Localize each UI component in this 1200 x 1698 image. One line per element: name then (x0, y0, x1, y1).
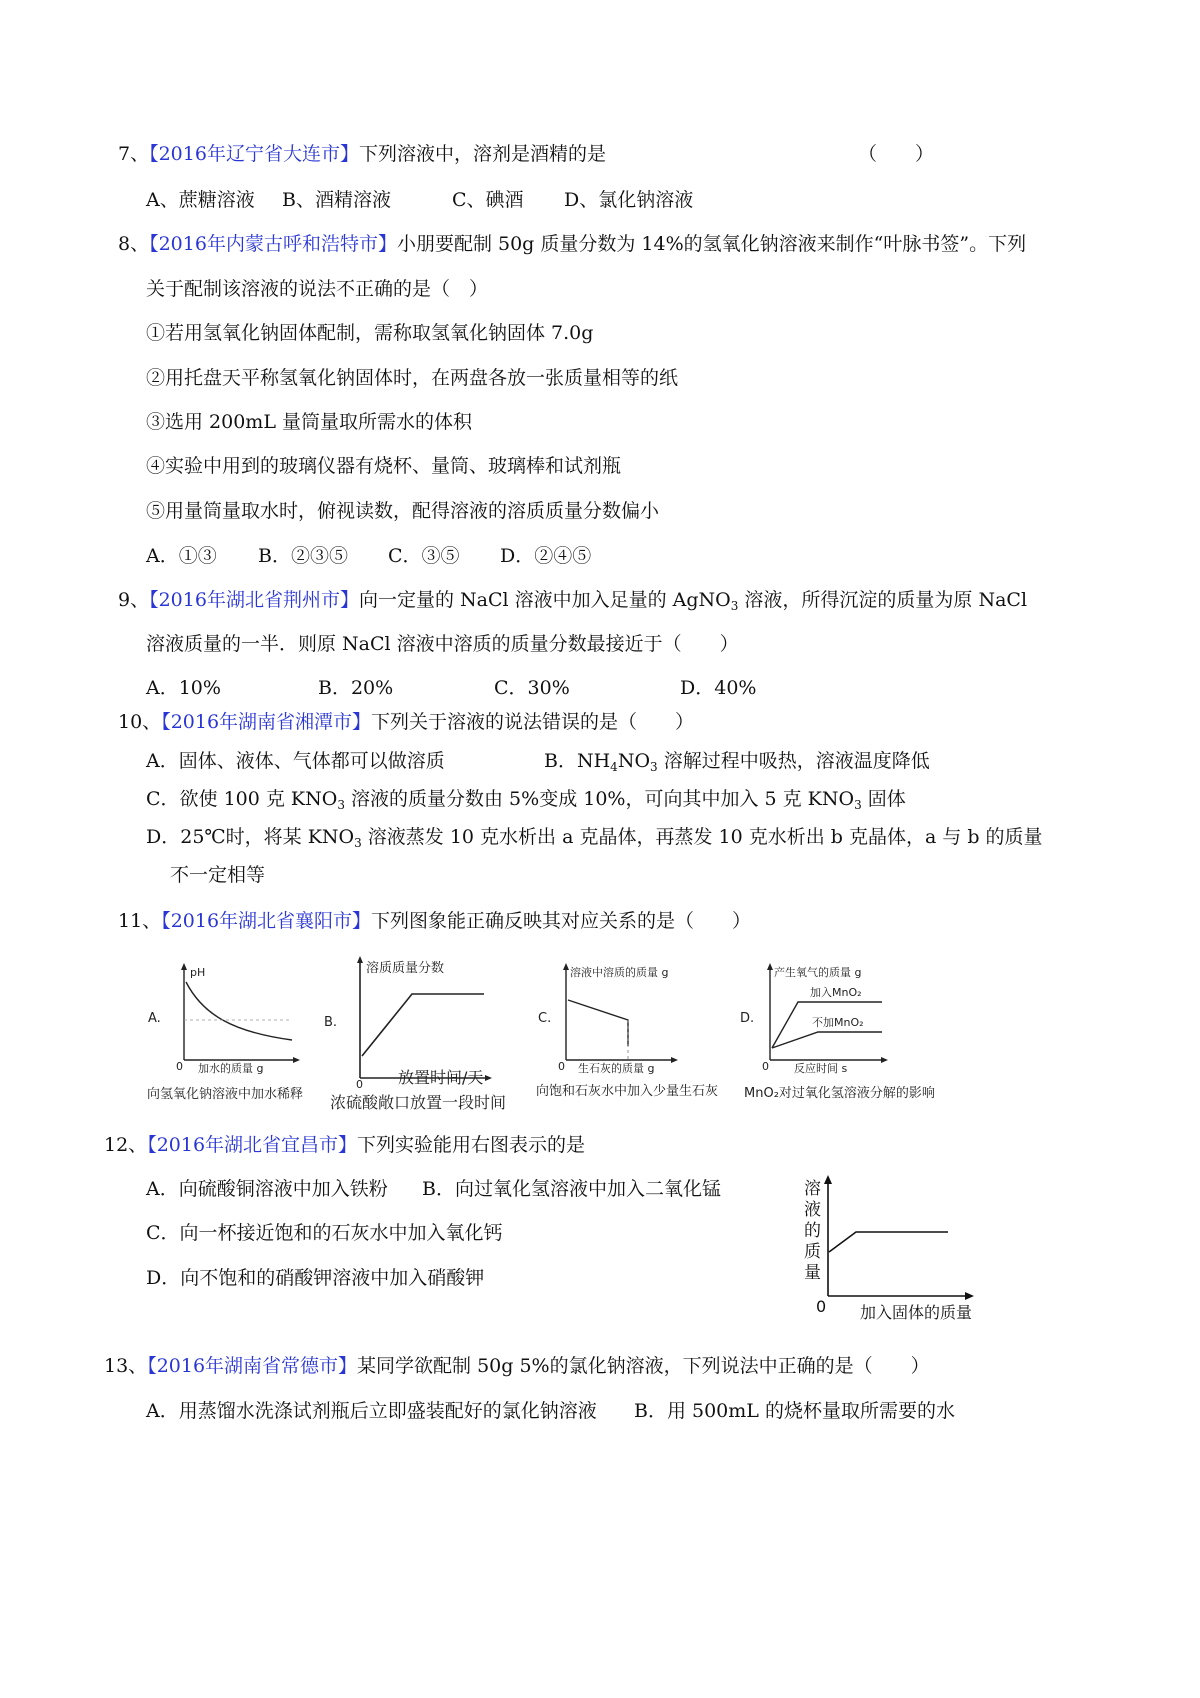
option-c: C．③⑤ (388, 545, 460, 567)
option-d: D．②④⑤ (500, 545, 592, 567)
option-d: D、氯化钠溶液 (564, 189, 694, 211)
graph-letter: C. (538, 1011, 552, 1026)
option-b: B．20% (318, 677, 394, 699)
origin: 0 (356, 1078, 363, 1091)
origin: 0 (176, 1060, 183, 1073)
y-label: 溶质质量分数 (366, 961, 445, 976)
answer-paren: （ ） (858, 143, 935, 165)
question-number: 7、 (118, 143, 150, 165)
curve (568, 1000, 628, 1046)
graph-c (536, 960, 686, 1075)
option-b: B．用 500mL 的烧杯量取所需要的水 (634, 1400, 955, 1422)
graph-letter: D. (740, 1011, 755, 1026)
question-10 (118, 709, 694, 735)
y-label: 溶液中溶质的质量 g (570, 966, 669, 979)
y-label: pH (190, 966, 206, 979)
question-stem-line2: 溶液质量的一半．则原 NaCl 溶液中溶质的质量分数最接近于（ ） (146, 633, 739, 655)
y-label: 产生氧气的质量 g (774, 966, 862, 979)
question-13 (104, 1353, 930, 1379)
question-number: 9、 (118, 589, 150, 611)
line-without-mno2 (772, 1032, 882, 1048)
y-label-char: 溶 (804, 1179, 821, 1199)
origin: 0 (762, 1060, 769, 1073)
statement-3: ③选用 200mL 量筒量取所需水的体积 (146, 411, 472, 433)
option-d-line2: 不一定相等 (170, 864, 266, 886)
question-source: 【2016年湖北省襄阳市】 (161, 910, 372, 932)
curve (829, 1232, 948, 1252)
subscript: 3 (730, 599, 739, 613)
graph-d (740, 960, 900, 1075)
question-stem-line2: 关于配制该溶液的说法不正确的是（ ） (146, 278, 489, 300)
origin: 0 (558, 1060, 565, 1073)
question-number: 13、 (104, 1355, 148, 1377)
question-12 (104, 1132, 585, 1158)
question-source: 【2016年湖北省宜昌市】 (147, 1134, 358, 1156)
option-c: C．向一杯接近饱和的石灰水中加入氧化钙 (146, 1222, 503, 1244)
line-label-2: 不加MnO₂ (812, 1016, 864, 1029)
question-stem: 下列溶液中，溶剂是酒精的是 (358, 143, 606, 165)
question-stem: 下列关于溶液的说法错误的是（ ） (371, 711, 695, 733)
graph-letter: B. (324, 1015, 338, 1030)
option-c: C、碘酒 (452, 189, 524, 211)
question-13-options (146, 1398, 955, 1424)
option-b: B．②③⑤ (258, 545, 348, 567)
question-stem-cont: 溶液，所得沉淀的质量为原 NaCl (738, 589, 1028, 611)
statement-2: ②用托盘天平称氢氧化钠固体时，在两盘各放一张质量相等的纸 (146, 367, 679, 389)
question-stem: 下列图象能正确反映其对应关系的是（ ） (371, 910, 752, 932)
question-stem: 某同学欲配制 50g 5%的氯化钠溶液，下列说法中正确的是（ ） (357, 1355, 930, 1377)
y-label-char: 量 (804, 1263, 821, 1283)
question-number: 8、 (118, 233, 150, 255)
y-label-char: 液 (804, 1200, 821, 1220)
question-8-options (146, 543, 591, 569)
line-label-1: 加入MnO₂ (810, 986, 862, 999)
question-number: 12、 (104, 1134, 148, 1156)
question-source: 【2016年湖南省常德市】 (147, 1355, 358, 1377)
option-a: A．用蒸馏水洗涤试剂瓶后立即盛装配好的氯化钠溶液 (146, 1400, 597, 1422)
question-12-options-ab (146, 1176, 721, 1202)
question-8 (118, 231, 1026, 257)
option-a: A．①③ (146, 545, 217, 567)
curve (362, 994, 484, 1056)
question-stem: 小朋要配制 50g 质量分数为 14%的氢氧化钠溶液来制作“叶脉书签”。下列 (396, 233, 1027, 255)
option-c: C．欲使 100 克 $KNO_3$ 溶液的质量分数由 5%变成 10%，可向其中加入 5 克 $KNO_3$ 固体 (146, 788, 906, 812)
question-9-options (146, 675, 756, 701)
option-d: D．向不饱和的硝酸钾溶液中加入硝酸钾 (146, 1267, 485, 1289)
question-9 (118, 587, 1027, 619)
question-source: 【2016年内蒙古呼和浩特市】 (149, 233, 397, 255)
option-b: B、酒精溶液 (282, 189, 391, 211)
origin: 0 (816, 1297, 827, 1316)
statement-1: ①若用氢氧化钠固体配制，需称取氢氧化钠固体 7.0g (146, 322, 594, 344)
graph-a-caption: 向氢氧化钠溶液中加水稀释 (147, 1087, 304, 1102)
question-source: 【2016年湖北省荆州市】 (149, 589, 359, 611)
option-d: D．40% (680, 677, 757, 699)
option-a: A．固体、液体、气体都可以做溶质 (146, 750, 445, 772)
question-source: 【2016年湖南省湘潭市】 (161, 711, 372, 733)
graph-b-xlabel: 放置时间/天 (398, 1068, 484, 1087)
option-a: A．10% (146, 677, 221, 699)
graph-c-caption: 向饱和石灰水中加入少量生石灰 (536, 1084, 719, 1099)
question-7-options (146, 187, 693, 213)
question-number: 11、 (118, 910, 162, 932)
x-label: 加水的质量 g (198, 1062, 264, 1075)
x-label: 反应时间 s (794, 1062, 848, 1075)
question-stem: 向一定量的 NaCl 溶液中加入足量的 AgNO (358, 589, 731, 611)
question-stem: 下列实验能用右图表示的是 (357, 1134, 586, 1156)
option-a: A．向硫酸铜溶液中加入铁粉 (146, 1178, 388, 1200)
question-7 (118, 141, 606, 167)
curve (186, 982, 292, 1040)
y-label-char: 质 (804, 1242, 821, 1262)
graph-letter: A. (148, 1011, 161, 1026)
statement-5: ⑤用量筒量取水时，俯视读数，配得溶液的溶质质量分数偏小 (146, 500, 660, 522)
question-11 (118, 908, 751, 934)
option-b: B．$NH_4NO_3$ 溶解过程中吸热，溶液温度降低 (544, 750, 930, 774)
option-d: D．25℃时，将某 $KNO_3$ 溶液蒸发 10 克水析出 a 克晶体，再蒸发 10 克水析出 b 克晶体，a 与 b 的质量 (146, 826, 1043, 850)
question-source: 【2016年辽宁省大连市】 (149, 143, 359, 165)
y-label-char: 的 (804, 1221, 821, 1241)
graph-d-caption: MnO₂对过氧化氢溶液分解的影响 (744, 1086, 935, 1101)
option-c: C．30% (494, 677, 570, 699)
q12-graph-xlabel: 加入固体的质量 (860, 1303, 973, 1322)
question-number: 10、 (118, 711, 162, 733)
graph-b-caption: 浓硫酸敞口放置一段时间 (330, 1093, 507, 1112)
option-a: A、蔗糖溶液 (146, 189, 255, 211)
option-b: B．向过氧化氢溶液中加入二氧化锰 (422, 1178, 721, 1200)
statement-4: ④实验中用到的玻璃仪器有烧杯、量筒、玻璃棒和试剂瓶 (146, 455, 622, 477)
graph-a (148, 960, 308, 1075)
x-label: 生石灰的质量 g (578, 1062, 655, 1075)
